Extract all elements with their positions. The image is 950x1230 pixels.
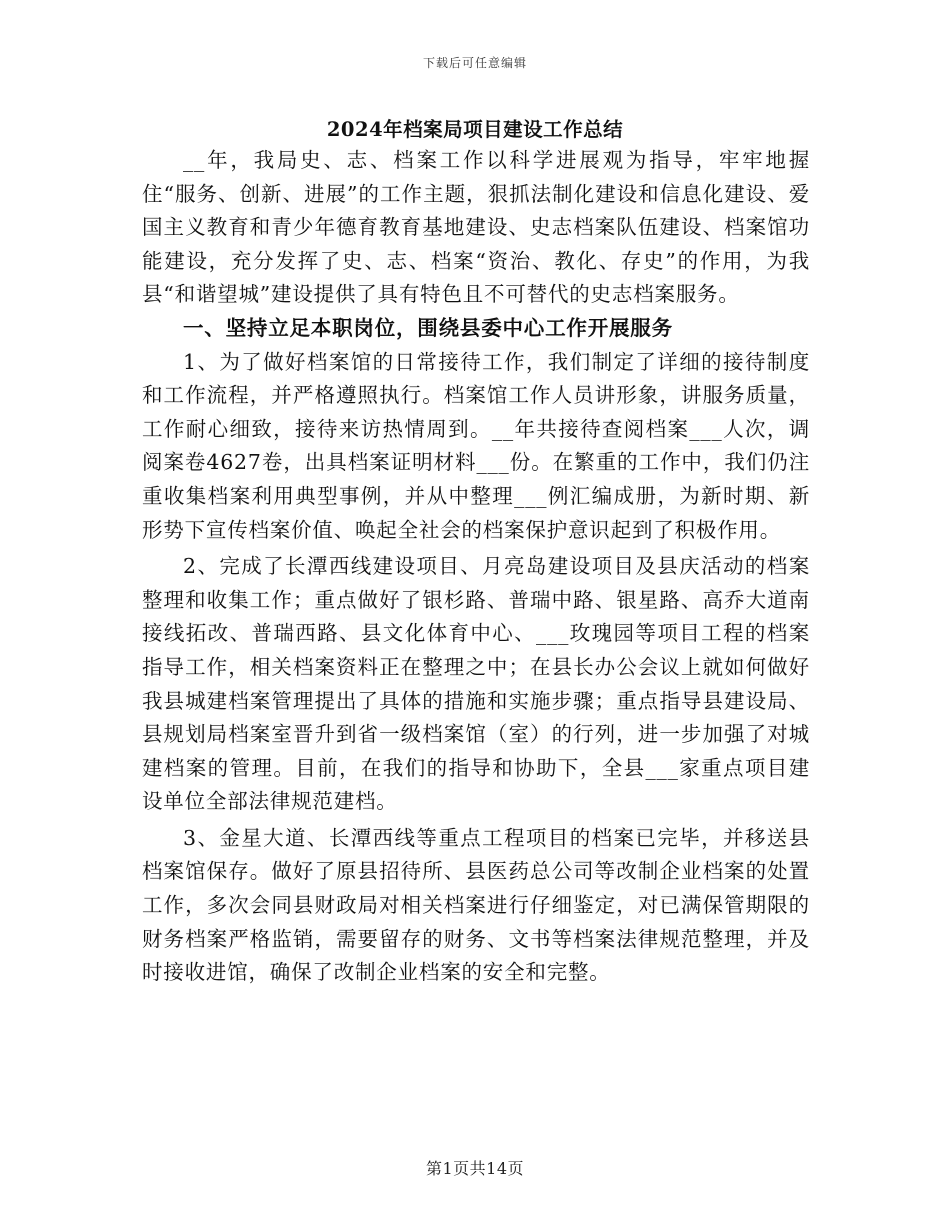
body-paragraph-2: 2、完成了长潭西线建设项目、月亮岛建设项目及县庆活动的档案整理和收集工作；重点做好了银杉路、普瑞中路、银星路、高乔大道南接线拓改、普瑞西路、县文化体育中心、___玫瑰园等项目工程的档案指导工作，相关档案资料正在整理之中；在县长办公会议上就如何做好我县城建档案管理提出了具体的措施和实施步骤；重点指导县建设局、县规划局档案室晋升到省一级档案馆（室）的行列，进一步加强了对城建档案的管理。目前，在我们的指导和协助下，全县___家重点项目建设单位全部法律规范建档。 [142, 554, 810, 814]
document-title: 2024年档案局项目建设工作总结 [326, 118, 624, 141]
body-paragraph-3: 3、金星大道、长潭西线等重点工程项目的档案已完毕，并移送县档案馆保存。做好了原县招待所、县医药总公司等改制企业档案的处置工作，多次会同县财政局对相关档案进行仔细鉴定，对已满保管期限的财务档案严格监销，需要留存的财务、文书等档案法律规范整理，并及时接收进馆，确保了改制企业档案的安全和完整。 [142, 825, 810, 985]
section-heading: 一、坚持立足本职岗位，围绕县委中心工作开展服务 [183, 315, 673, 340]
body-paragraph-1: 1、为了做好档案馆的日常接待工作，我们制定了详细的接待制度和工作流程，并严格遵照执行。档案馆工作人员讲形象，讲服务质量，工作耐心细致，接待来访热情周到。__年共接待查阅档案___人次，调阅案卷4627卷，出具档案证明材料___份。在繁重的工作中，我们仍注重收集档案利用典型事例，并从中整理___例汇编成册，为新时期、新形势下宣传档案价值、唤起全社会的档案保护意识起到了积极作用。 [142, 349, 810, 542]
document-body [142, 144, 810, 990]
header-note: 下载后可任意编辑 [422, 56, 527, 70]
page-number: 第1页共14页 [425, 1159, 525, 1178]
intro-paragraph: __年，我局史、志、档案工作以科学进展观为指导，牢牢地握住“服务、创新、进展”的工作主题，狠抓法制化建设和信息化建设、爱国主义教育和青少年德育教育基地建设、史志档案队伍建设、档案馆功能建设，充分发挥了史、志、档案“资治、教化、存史”的作用，为我县“和谐望城”建设提供了具有特色且不可替代的史志档案服务。 [142, 148, 810, 307]
